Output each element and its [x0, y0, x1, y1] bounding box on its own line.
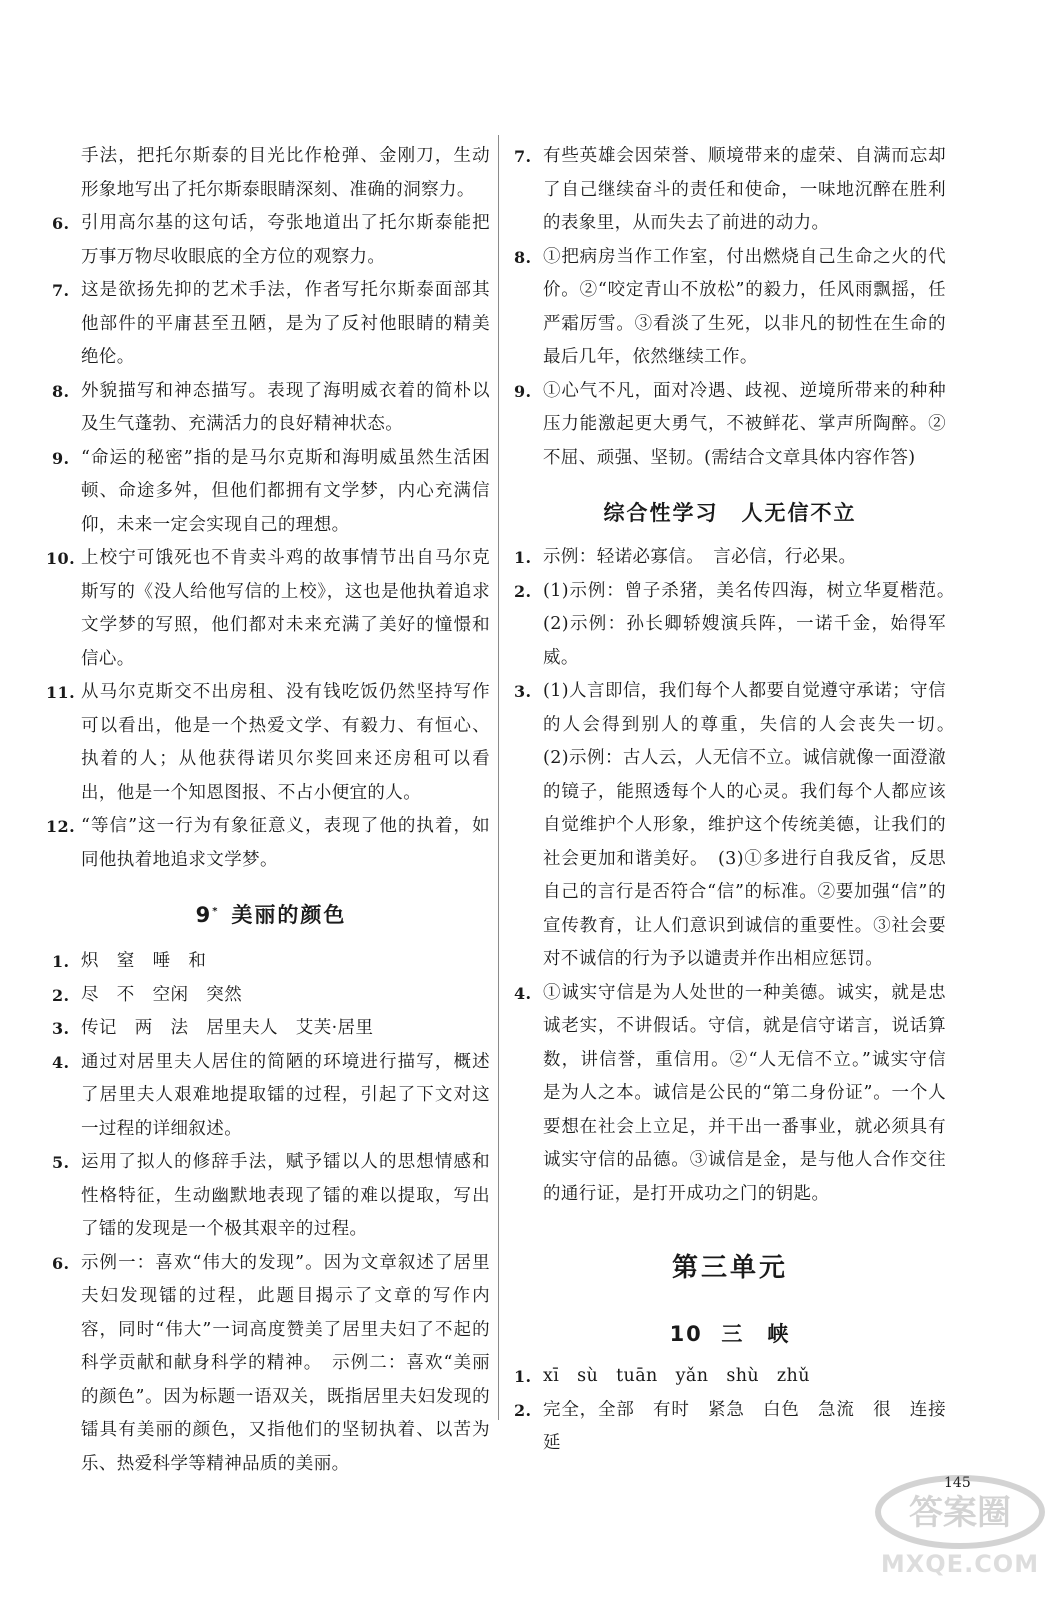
answer-item-7: 7. 这是欲扬先抑的艺术手法，作者写托尔斯泰面部其他部件的平庸甚至丑陋，是为了反衬他眼睛的精美绝伦。	[52, 280, 490, 367]
answer-item-r8: 8. ①把病房当作工作室，付出燃烧自己生命之火的代价。②“咬定青山不放松”的毅力，任风雨飘摇，任严霜厉雪。③看淡了生死，以非凡的韧性在生命的最后几年，依然继续工作。	[514, 246, 946, 367]
s9-item-4: 4. 通过对居里夫人居住的简陋的环境进行描写，概述了居里夫人艰难地提取镭的过程，引起了下文对这一过程的详细叙述。	[52, 1051, 490, 1139]
s10-item-1: 1. xī sù tuān yǎn shù zhǔ	[514, 1366, 810, 1386]
svg-text:答案圈: 答案圈	[909, 1493, 1011, 1533]
watermark-logo	[870, 1472, 1050, 1582]
int-item-2: 2. (1)示例：曾子杀猪，美名传四海，树立华夏楷范。 (2)示例：孙长卿轿嫂演兵阵，一诺千金，始得军威。	[514, 580, 964, 668]
section-heading-9: 9* 美丽的颜色	[195, 903, 347, 927]
s9-item-6: 6. 示例一：喜欢“伟大的发现”。因为文章叙述了居里夫妇发现镭的过程，此题目揭示了文章的写作内容，同时“伟大”一词高度赞美了居里夫妇了不起的科学贡献和献身科学的精神。 示例二：喜欢“美丽的颜色”。因为标题一语双关，既指居里夫妇发现的镭具有美丽的颜色，又指他们的坚韧执着、以苦为乐、热爱科学等精神品质的美丽。	[52, 1252, 490, 1474]
int-item-3: 3. (1)人言即信，我们每个人都要自觉遵守承诺；守信的人会得到别人的尊重，失信的人会丧失一切。 (2)示例：古人云，人无信不立。诚信就像一面澄澈的镜子，能照透每个人的心灵。我们每个人都应该自觉维护个人形象，维护这个传统美德，让我们的社会更加和谐美好。 (3)①多进行自我反省，反思自己的言行是否符合“信”的标准。②要加强“信”的宣传教育，让人们意识到诚信的重要性。③社会要对不诚信的行为予以谴责并作出相应惩罚。	[514, 681, 964, 969]
answer-item-r9: 9. ①心气不凡，面对冷遇、歧视、逆境所带来的种种压力能激起更大勇气，不被鲜花、掌声所陶醉。②不屈、顽强、坚韧。(需结合文章具体内容作答)	[514, 380, 946, 468]
answer-item-12: 12. “等信”这一行为有象征意义，表现了他的执着，如同他执着地追求文学梦。	[46, 816, 490, 870]
s10-item-2: 2. 完全，全部 有时 紧急 白色 急流 很 连接 延	[514, 1399, 964, 1453]
left-column	[46, 140, 490, 1481]
right-column	[514, 140, 964, 1461]
answer-item-11: 11. 从马尔克斯交不出房租、没有钱吃饭仍然坚持写作可以看出，他是一个热爱文学、有毅力、有恒心、执着的人；从他获得诺贝尔奖回来还房租可以看出，他是一个知恩图报、不占小便宜的人。	[46, 682, 490, 803]
watermark-logo-icon	[870, 1472, 1050, 1552]
unit-title: 第三单元	[671, 1253, 788, 1283]
s9-item-1: 1. 炽 窒 唾 和	[52, 951, 207, 971]
answer-item-5-cont: 手法，把托尔斯泰的目光比作枪弹、金刚刀，生动形象地写出了托尔斯泰眼睛深刻、准确的洞察力。	[81, 146, 490, 200]
s9-item-5: 5. 运用了拟人的修辞手法，赋予镭以人的思想情感和性格特征，生动幽默地表现了镭的难以提取，写出了镭的发现是一个极其艰辛的过程。	[52, 1152, 490, 1239]
s9-item-2: 2. 尽 不 空闲 突然	[52, 984, 243, 1005]
answer-item-9: 9. “命运的秘密”指的是马尔克斯和海明威虽然生活困顿、命途多舛，但他们都拥有文学梦，内心充满信仰，未来一定会实现自己的理想。	[52, 447, 490, 535]
answer-item-6: 6. 引用高尔基的这句话，夸张地道出了托尔斯泰能把万事万物尽收眼底的全方位的观察力。	[52, 213, 490, 267]
int-item-4: 4. ①诚实守信是为人处世的一种美德。诚实，就是忠诚老实，不讲假话。守信，就是信守诺言，说话算数，讲信誉，重信用。②“人无信不立。”诚实守信是为人之本。诚信是公民的“第二身份证”。一个人要想在社会上立足，并干出一番事业，就必须具有诚实守信的品德。③诚信是金，是与他人合作交往的通行证，是打开成功之门的钥匙。	[514, 982, 946, 1204]
column-divider	[498, 135, 499, 1420]
section-heading-10: 10 三 峡	[669, 1322, 791, 1346]
answer-item-r7: 7. 有些英雄会因荣誉、顺境带来的虚荣、自满而忘却了自己继续奋斗的责任和使命，一味地沉醉在胜利的表象里，从而失去了前进的动力。	[514, 146, 946, 233]
s9-item-3: 3. 传记 两 法 居里夫人 艾芙·居里	[52, 1018, 374, 1038]
page-number: 145	[944, 1475, 971, 1491]
int-item-1: 1. 示例：轻诺必寡信。 言必信，行必果。	[514, 547, 857, 567]
answer-item-8: 8. 外貌描写和神态描写。表现了海明威衣着的简朴以及生气蓬勃、充满活力的良好精神状态。	[52, 380, 490, 434]
watermark-text: MXQE.COM	[880, 1550, 1040, 1578]
answer-item-10: 10. 上校宁可饿死也不肯卖斗鸡的故事情节出自马尔克斯写的《没人给他写信的上校》，这也是他执着追求文学梦的写照，他们都对未来充满了美好的憧憬和信心。	[46, 548, 490, 669]
section-heading-integrated: 综合性学习 人无信不立	[603, 501, 857, 525]
